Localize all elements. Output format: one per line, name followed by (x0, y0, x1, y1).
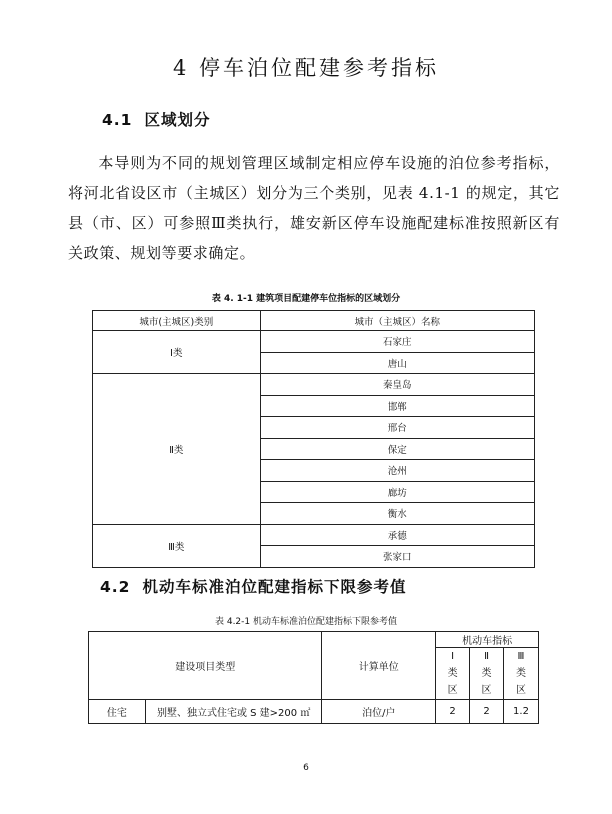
zone-header-2 (470, 648, 504, 700)
table-row (89, 700, 539, 724)
section-heading-4-1 (102, 108, 210, 130)
section-heading-4-2 (100, 575, 406, 597)
table-row (93, 524, 535, 546)
city-cell: 沧州 (260, 460, 534, 482)
zone-header-char: Ⅱ (484, 651, 489, 662)
category-cell: 住宅 (89, 700, 146, 724)
city-cell: 承德 (260, 524, 534, 546)
zone-header-char: 类 (481, 668, 492, 679)
city-cell: 保定 (260, 438, 534, 460)
city-cell: 廊坊 (260, 481, 534, 503)
zone-header-char: 区 (481, 685, 492, 696)
region-classification-table (92, 310, 535, 568)
table-header-row (93, 311, 535, 331)
zone-header-char: 类 (447, 668, 458, 679)
section-title: 区域划分 (144, 111, 211, 129)
table1-caption: 表 4. 1-1 建筑项目配建停车位指标的区域划分 (211, 294, 401, 304)
city-cell: 秦皇岛 (260, 374, 534, 396)
unit-cell: 泊位/户 (322, 700, 436, 724)
section-title: 机动车标准泊位配建指标下限参考值 (142, 578, 407, 596)
section-number: 4.2 (100, 578, 131, 596)
city-cell: 唐山 (260, 352, 534, 374)
column-header-category: 城市(主城区)类别 (93, 311, 261, 331)
zone-header-char: 类 (516, 668, 526, 679)
zone-header-1 (436, 648, 470, 700)
column-header-city: 城市（主城区）名称 (260, 311, 534, 331)
zone-header-char: 区 (516, 685, 526, 696)
chapter-title: 4 停车泊位配建参考指标 (172, 56, 440, 80)
table-row (93, 331, 535, 353)
value-cell: 1.2 (504, 700, 539, 724)
zone-header-char: 区 (447, 685, 458, 696)
city-cell: 石家庄 (260, 331, 534, 353)
parking-index-table (88, 631, 539, 724)
table-row (93, 374, 535, 396)
body-paragraph (68, 148, 560, 268)
column-header-motor: 机动车指标 (436, 632, 539, 648)
paragraph-text: 本导则为不同的规划管理区域制定相应停车设施的泊位参考指标，将河北省设区市（主城区）划分为三个类别，见表 4.1-1 的规定，其它县（市、区）可参照Ⅲ类执行，雄安新区停车设施配建标准按照新区有关政策、规划等要求确定。 (68, 154, 560, 262)
category-cell: Ⅰ类 (93, 331, 261, 374)
value-cell: 2 (470, 700, 504, 724)
section-number: 4.1 (102, 111, 133, 129)
city-cell: 邯郸 (260, 395, 534, 417)
zone-header-char: Ⅰ (451, 651, 455, 662)
category-cell: Ⅲ类 (93, 524, 261, 567)
table-header-row (89, 632, 539, 648)
column-header-unit: 计算单位 (322, 632, 436, 700)
column-header-project-type: 建设项目类型 (89, 632, 322, 700)
category-cell: Ⅱ类 (93, 374, 261, 525)
city-cell: 衡水 (260, 503, 534, 525)
value-cell: 2 (436, 700, 470, 724)
zone-header-3 (504, 648, 539, 700)
city-cell: 邢台 (260, 417, 534, 439)
table2-caption: 表 4.2-1 机动车标准泊位配建指标下限参考值 (214, 617, 397, 627)
page-number: 6 (303, 763, 309, 773)
city-cell: 张家口 (260, 546, 534, 568)
zone-header-char: Ⅲ (517, 651, 525, 662)
subtype-cell: 别墅、独立式住宅或 S 建>200 ㎡ (145, 700, 322, 724)
